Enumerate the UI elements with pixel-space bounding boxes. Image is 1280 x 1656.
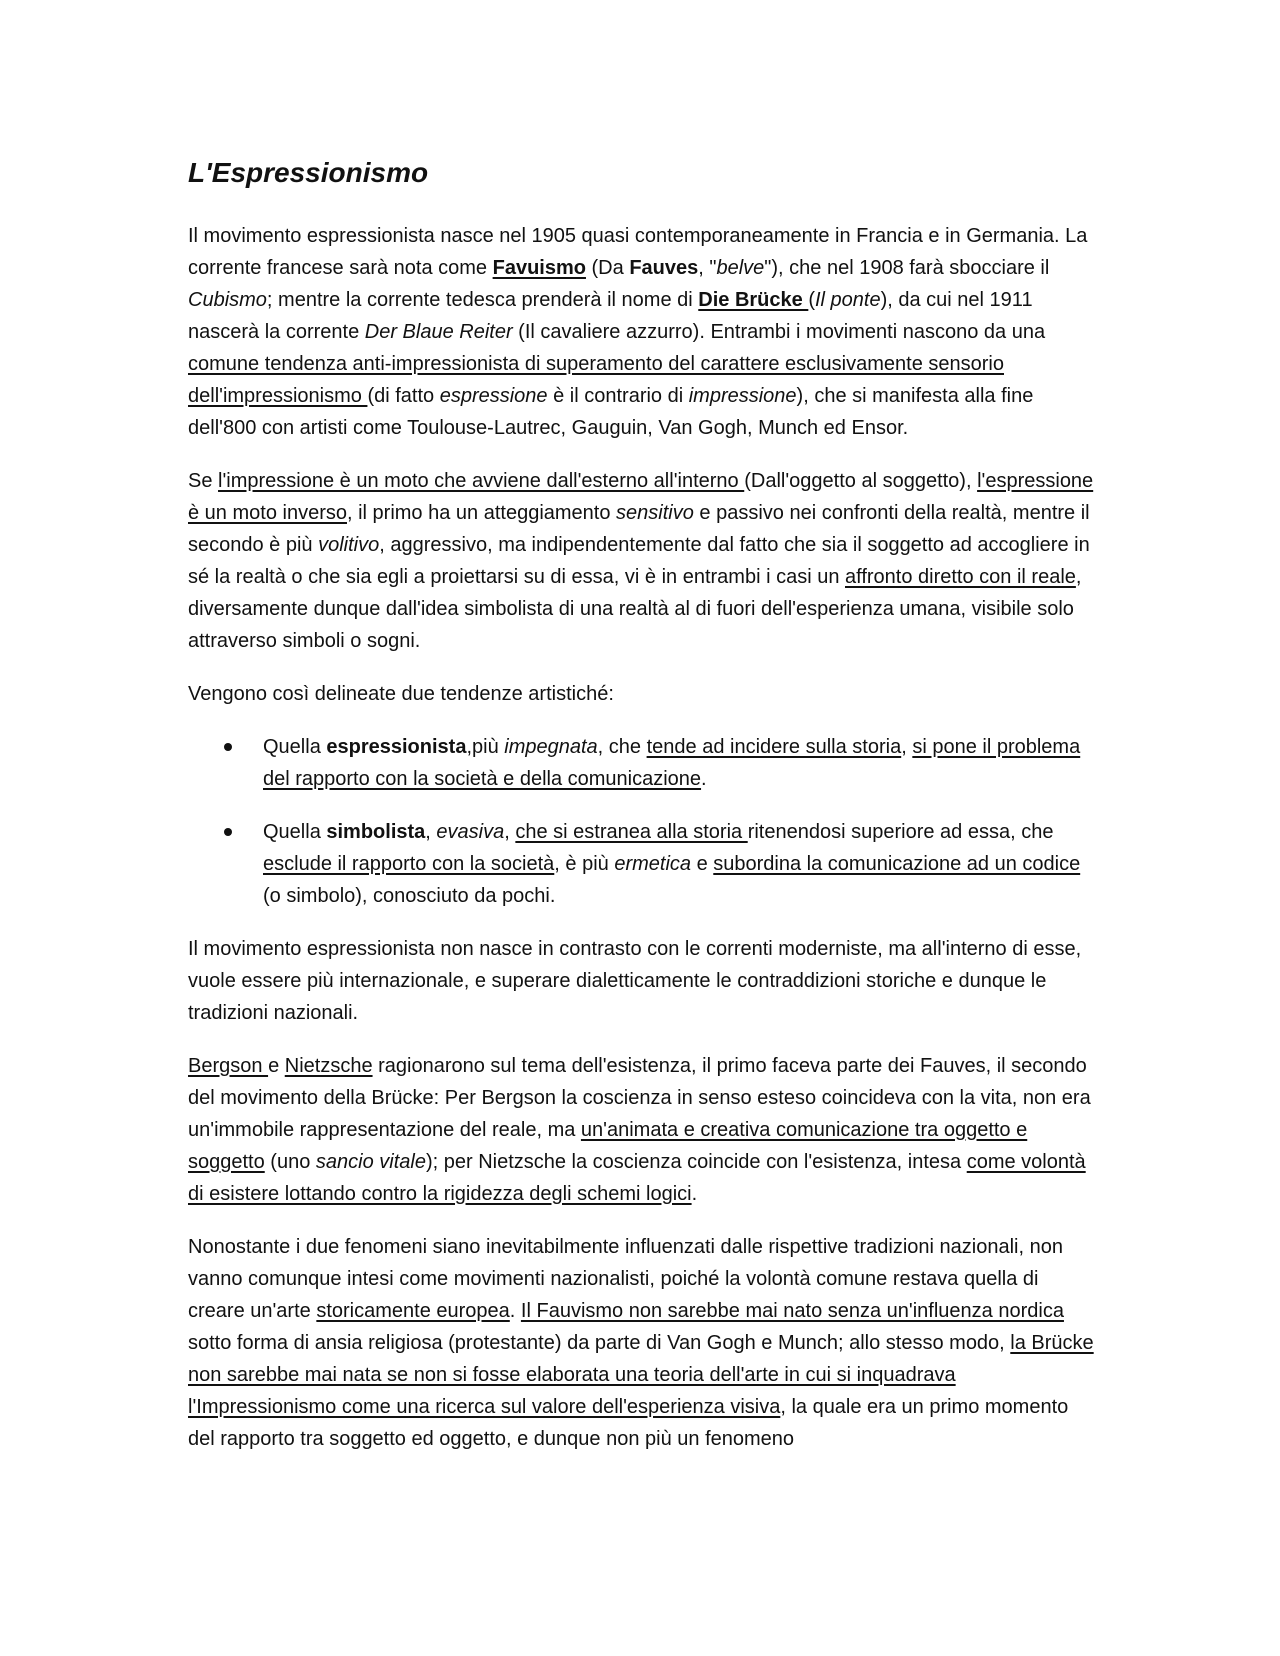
term-favuismo: Favuismo [492, 256, 586, 279]
term-sancio-vitale: sancio vitale [315, 1150, 426, 1173]
term-belve: belve [716, 256, 765, 279]
underlined-phrase: un'animata e creativa comunicazione tra oggetto e soggetto [188, 1118, 1028, 1173]
text-run: ritenendosi superiore ad essa, che [747, 820, 1054, 843]
text-run: Nonostante i due fenomeni siano inevitabilmente influenzati dalle rispettive tradizioni nazionali, non vanno comunque intesi come movimenti nazionalisti, poiché la volontà comune restava quella di creare un'arte [188, 1235, 1063, 1322]
text-run: ), da cui nel 1911 nascerà la corrente [188, 288, 1033, 343]
paragraph-bergson-nietzsche [188, 1050, 1095, 1210]
text-run: ragionarono sul tema dell'esistenza, il primo faceva parte dei Fauves, il secondo del movimento della Brücke: Per Bergson la coscienza in senso esteso coincideva con la vita, non era un'immobile rappresentazione del reale, ma [188, 1054, 1091, 1141]
text-run: (di fatto [367, 384, 440, 407]
text-run: Quella [263, 735, 327, 758]
term-volitivo: volitivo [318, 533, 380, 556]
paragraph-modernism: Il movimento espressionista non nasce in contrasto con le correnti moderniste, ma all'interno di esse, vuole essere più internazionale, e superare dialetticamente le contraddizioni storiche e dunque le tradizioni nazionali. [188, 937, 1082, 1024]
underlined-phrase: Il Fauvismo non sarebbe mai nato senza un'influenza nordica [520, 1299, 1064, 1322]
text-run: (Da [585, 256, 630, 279]
text-run: . [509, 1299, 521, 1322]
term-die-brucke: Die Brücke [698, 288, 809, 311]
term-fauves: Fauves [629, 256, 699, 279]
text-run: ); per Nietzsche la coscienza coincide con l'esistenza, intesa [425, 1150, 967, 1173]
text-run: è il contrario di [547, 384, 689, 407]
underlined-phrase: la Brücke non sarebbe mai nata se non si fosse elaborata una teoria dell'arte in cui si inquadrava l'Impressionismo come una ricerca sul valore dell'esperienza visiva [188, 1331, 1094, 1418]
text-run: Se [188, 469, 219, 492]
paragraph-tendencies-intro: Vengono così delineate due tendenze artistiché: [188, 682, 614, 705]
underlined-phrase: esclude il rapporto con la società [263, 852, 555, 875]
text-run: Il movimento espressionista nasce nel 1905 quasi contemporaneamente in Francia e in Germania. La corrente francese sarà nota come [188, 224, 1088, 279]
text-run: (uno [264, 1150, 316, 1173]
text-run: , il primo ha un atteggiamento [346, 501, 617, 524]
text-run: (Il cavaliere azzurro). Entrambi i movimenti nascono da una [512, 320, 1046, 343]
text-run: , " [698, 256, 717, 279]
document-title: L'Espressionismo [188, 157, 429, 188]
paragraph-origins [188, 220, 1095, 444]
term-cubismo: Cubismo [188, 288, 267, 311]
underlined-phrase: comune tendenza anti-impressionista di superamento del carattere esclusivamente sensorio dell'impressionismo [188, 352, 1004, 407]
term-il-ponte: Il ponte [815, 288, 881, 311]
underlined-phrase: che si estranea alla storia [515, 820, 748, 843]
underlined-phrase: Nietzsche [284, 1054, 373, 1077]
term-simbolista: simbolista [326, 820, 426, 843]
text-run: ; mentre la corrente tedesca prenderà il nome di [266, 288, 699, 311]
paragraph-nationalism [188, 1231, 1095, 1455]
list-item [188, 816, 1095, 912]
text-run: , [504, 820, 516, 843]
term-espressione: espressione [439, 384, 548, 407]
underlined-phrase: l'espressione è un moto inverso [188, 469, 1094, 524]
term-blaue-reiter: Der Blaue Reiter [364, 320, 513, 343]
underlined-phrase: si pone il problema del rapporto con la società e della comunicazione [263, 735, 1081, 790]
paragraph-impression-expression [188, 465, 1095, 657]
text-run: e passivo nei confronti della realtà, mentre il secondo è più [188, 501, 1090, 556]
text-run: . [691, 1182, 698, 1205]
text-run: sotto forma di ansia religiosa (protestante) da parte di Van Gogh e Munch; allo stesso modo, [188, 1331, 1011, 1354]
tendencies-list [188, 731, 1095, 912]
text-run: (Dall'oggetto al soggetto), [744, 469, 978, 492]
term-sensitivo: sensitivo [616, 501, 694, 524]
text-run: , [425, 820, 437, 843]
term-impegnata: impegnata [504, 735, 598, 758]
text-run: , diversamente dunque dall'idea simbolista di una realtà al di fuori dell'esperienza umana, visibile solo attraverso simboli o sogni. [188, 565, 1082, 652]
underlined-phrase: subordina la comunicazione ad un codice [713, 852, 1081, 875]
underlined-phrase: Bergson [188, 1054, 269, 1077]
underlined-phrase: affronto diretto con il reale [845, 565, 1076, 588]
underlined-phrase: storicamente europea [316, 1299, 510, 1322]
text-run: ), che si manifesta alla fine dell'800 con artisti come Toulouse-Lautrec, Gauguin, Van Gogh, Munch ed Ensor. [188, 384, 1034, 439]
term-espressionista: espressionista [326, 735, 467, 758]
bullet-icon [224, 828, 232, 836]
bullet-icon [224, 743, 232, 751]
text-run: , è più [554, 852, 615, 875]
text-run: "), che nel 1908 farà sbocciare il [764, 256, 1050, 279]
list-item [188, 731, 1095, 795]
text-run: e [268, 1054, 285, 1077]
text-run: e [691, 852, 714, 875]
text-run: , aggressivo, ma indipendentemente dal fatto che sia il soggetto ad accogliere in sé la realtà o che sia egli a proiettarsi su di essa, vi è in entrambi i casi un [188, 533, 1090, 588]
term-evasiva: evasiva [436, 820, 505, 843]
term-ermetica: ermetica [614, 852, 692, 875]
text-run: (o simbolo), conosciuto da pochi. [263, 884, 556, 907]
text-run: , [901, 735, 913, 758]
underlined-phrase: l'impressione è un moto che avviene dall'esterno all'interno [218, 469, 745, 492]
underlined-phrase: come volontà di esistere lottando contro la rigidezza degli schemi logici [188, 1150, 1086, 1205]
term-impressione: impressione [688, 384, 797, 407]
text-run: , che [597, 735, 647, 758]
text-run: ,più [466, 735, 505, 758]
text-run: ( [808, 288, 815, 311]
text-run: Quella [263, 820, 327, 843]
underlined-phrase: tende ad incidere sulla storia [646, 735, 902, 758]
text-run: , la quale era un primo momento del rapporto tra soggetto ed oggetto, e dunque non più un fenomeno [188, 1395, 1069, 1450]
text-run: . [701, 767, 707, 790]
